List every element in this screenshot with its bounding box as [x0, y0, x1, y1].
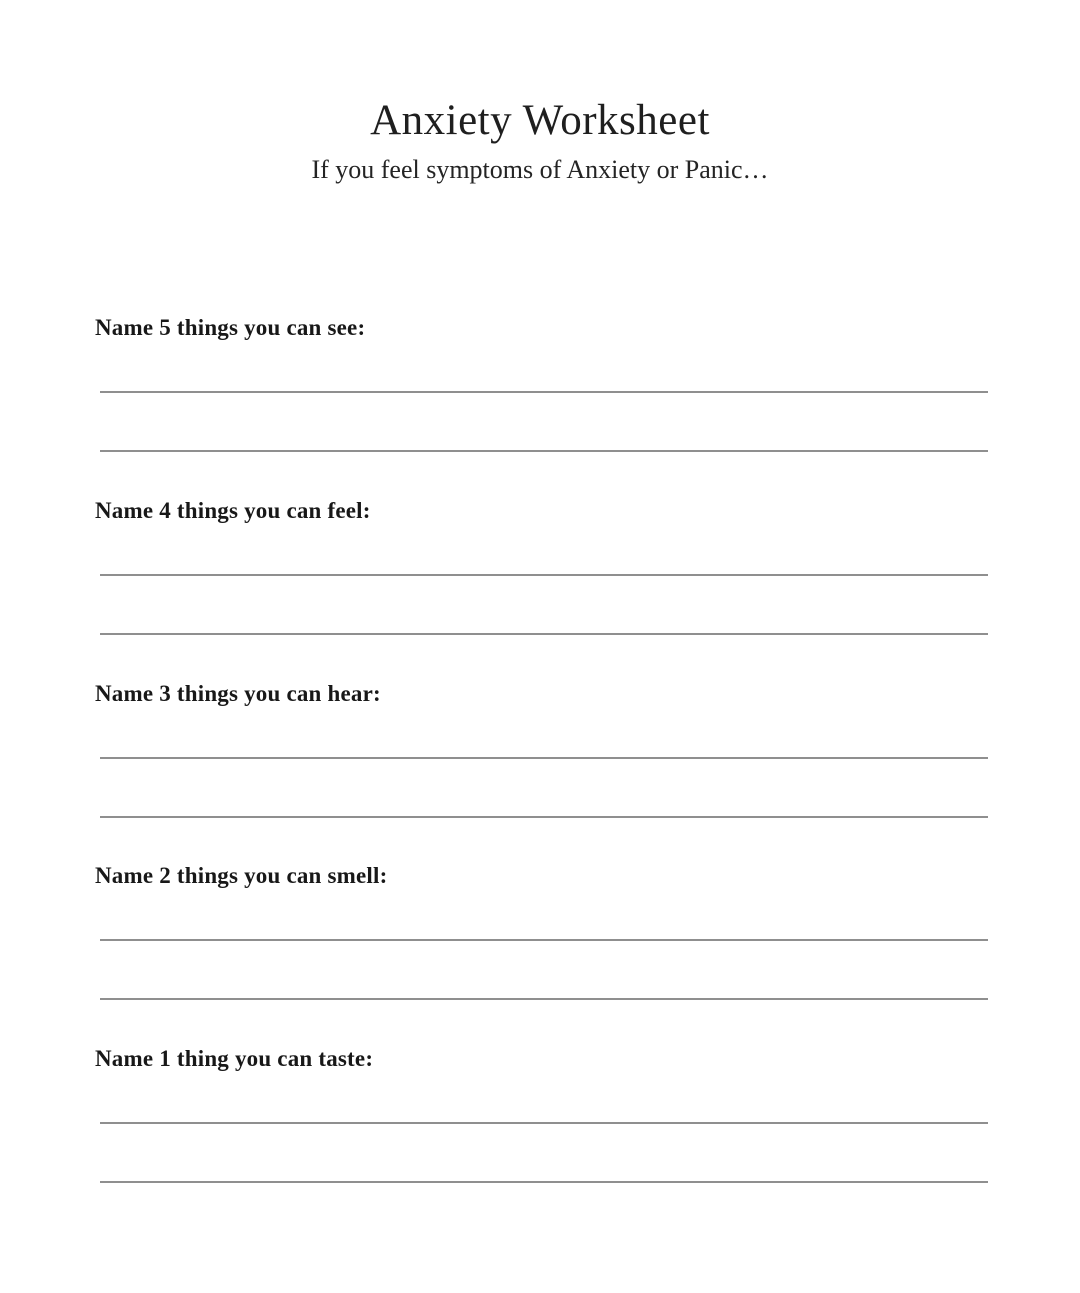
- answer-line: [100, 1181, 988, 1183]
- worksheet-section-see: [0, 315, 1080, 455]
- section-prompt: Name 3 things you can hear:: [95, 681, 381, 706]
- answer-line: [100, 998, 988, 1000]
- worksheet-section-taste: [0, 1046, 1080, 1186]
- answer-line: [100, 757, 988, 759]
- worksheet-section-smell: [0, 863, 1080, 1003]
- section-prompt: Name 4 things you can feel:: [95, 498, 371, 523]
- section-prompt: Name 1 thing you can taste:: [95, 1046, 374, 1071]
- section-prompt: Name 5 things you can see:: [95, 315, 366, 340]
- page-title: Anxiety Worksheet: [370, 97, 710, 144]
- answer-line: [100, 450, 988, 452]
- worksheet-section-hear: [0, 681, 1080, 821]
- answer-line: [100, 574, 988, 576]
- answer-line: [100, 391, 988, 393]
- worksheet-section-feel: [0, 498, 1080, 638]
- section-prompt: Name 2 things you can smell:: [95, 863, 388, 888]
- answer-line: [100, 1122, 988, 1124]
- page-subtitle: If you feel symptoms of Anxiety or Panic…: [311, 155, 769, 184]
- answer-line: [100, 816, 988, 818]
- answer-line: [100, 939, 988, 941]
- answer-line: [100, 633, 988, 635]
